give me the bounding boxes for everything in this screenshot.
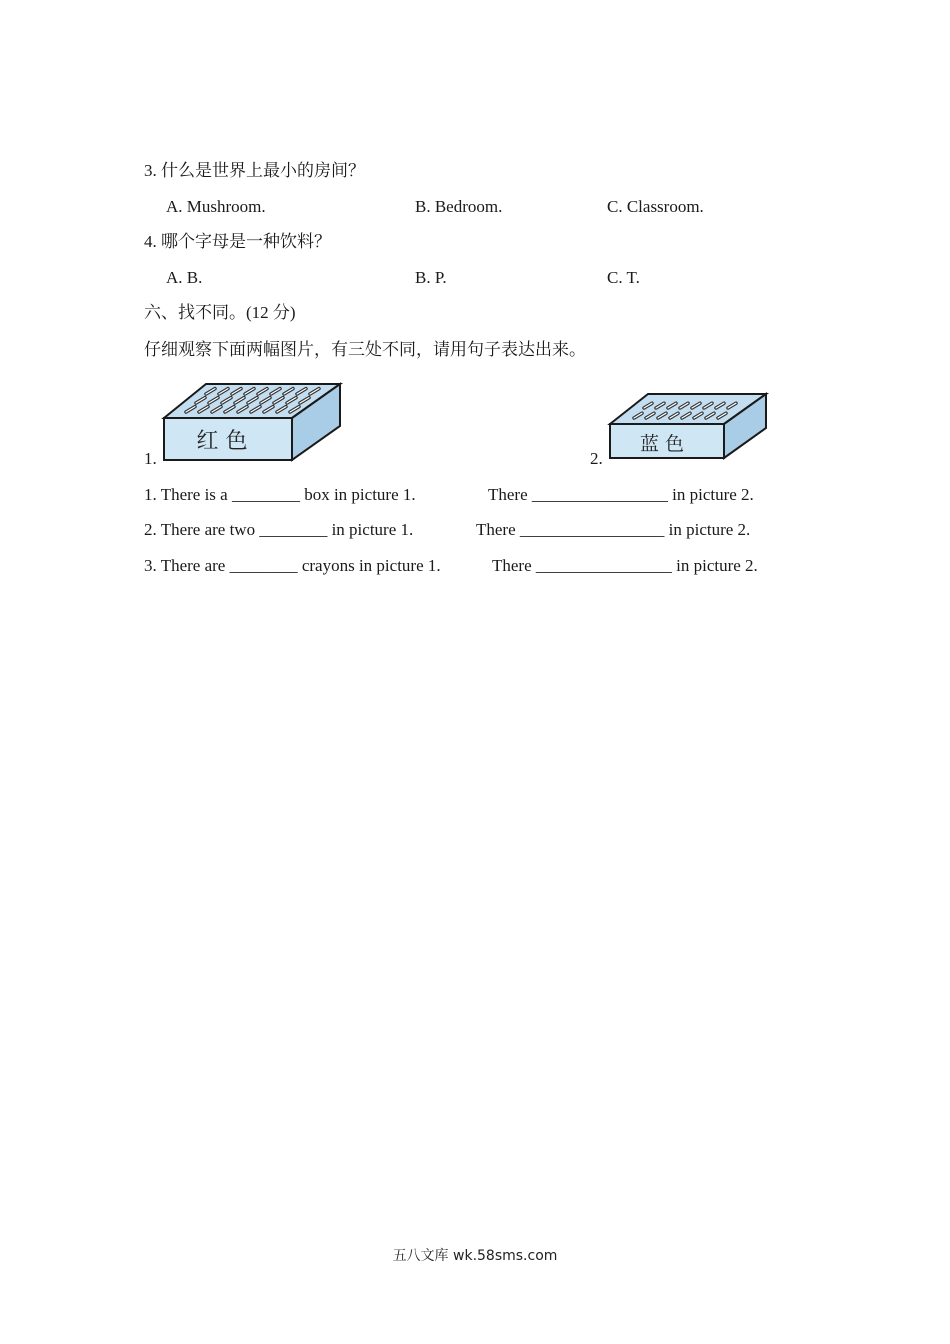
sentence-2-part2: There _________________ in picture 2.: [476, 520, 751, 539]
q3-option-a[interactable]: A. Mushroom.: [166, 197, 266, 216]
box-1-label-text: 红 色: [196, 429, 248, 454]
question-3: 3. 什么是世界上最小的房间？: [144, 161, 365, 180]
q4-option-c[interactable]: C. T.: [607, 268, 640, 287]
section-instruction: 仔细观察下面两幅图片，有三处不同，请用句子表达出来。: [144, 340, 586, 359]
sentence-1-part2: There ________________ in picture 2.: [488, 485, 754, 504]
q3-option-b[interactable]: B. Bedroom.: [415, 197, 503, 216]
sentence-2-part1: 2. There are two ________ in picture 1.: [144, 520, 414, 539]
q4-option-b[interactable]: B. P.: [415, 268, 447, 287]
section-title: 六、找不同。(12 分): [144, 303, 296, 322]
box-2-label-text: 蓝 色: [639, 433, 685, 455]
footer-watermark: 五八文库 wk.58sms.com: [392, 1248, 558, 1264]
picture-1-label: 1.: [144, 449, 157, 468]
crayon-box-1-image: [160, 380, 344, 462]
question-4: 4. 哪个字母是一种饮料？: [144, 232, 331, 251]
q4-option-a[interactable]: A. B.: [166, 268, 203, 287]
crayon-box-2-image: [606, 390, 770, 462]
picture-2-label: 2.: [590, 449, 603, 468]
sentence-3-part1: 3. There are ________ crayons in picture 1.: [144, 556, 441, 575]
sentence-1-part1: 1. There is a ________ box in picture 1.: [144, 485, 416, 504]
sentence-3-part2: There ________________ in picture 2.: [492, 556, 758, 575]
q3-option-c[interactable]: C. Classroom.: [607, 197, 704, 216]
